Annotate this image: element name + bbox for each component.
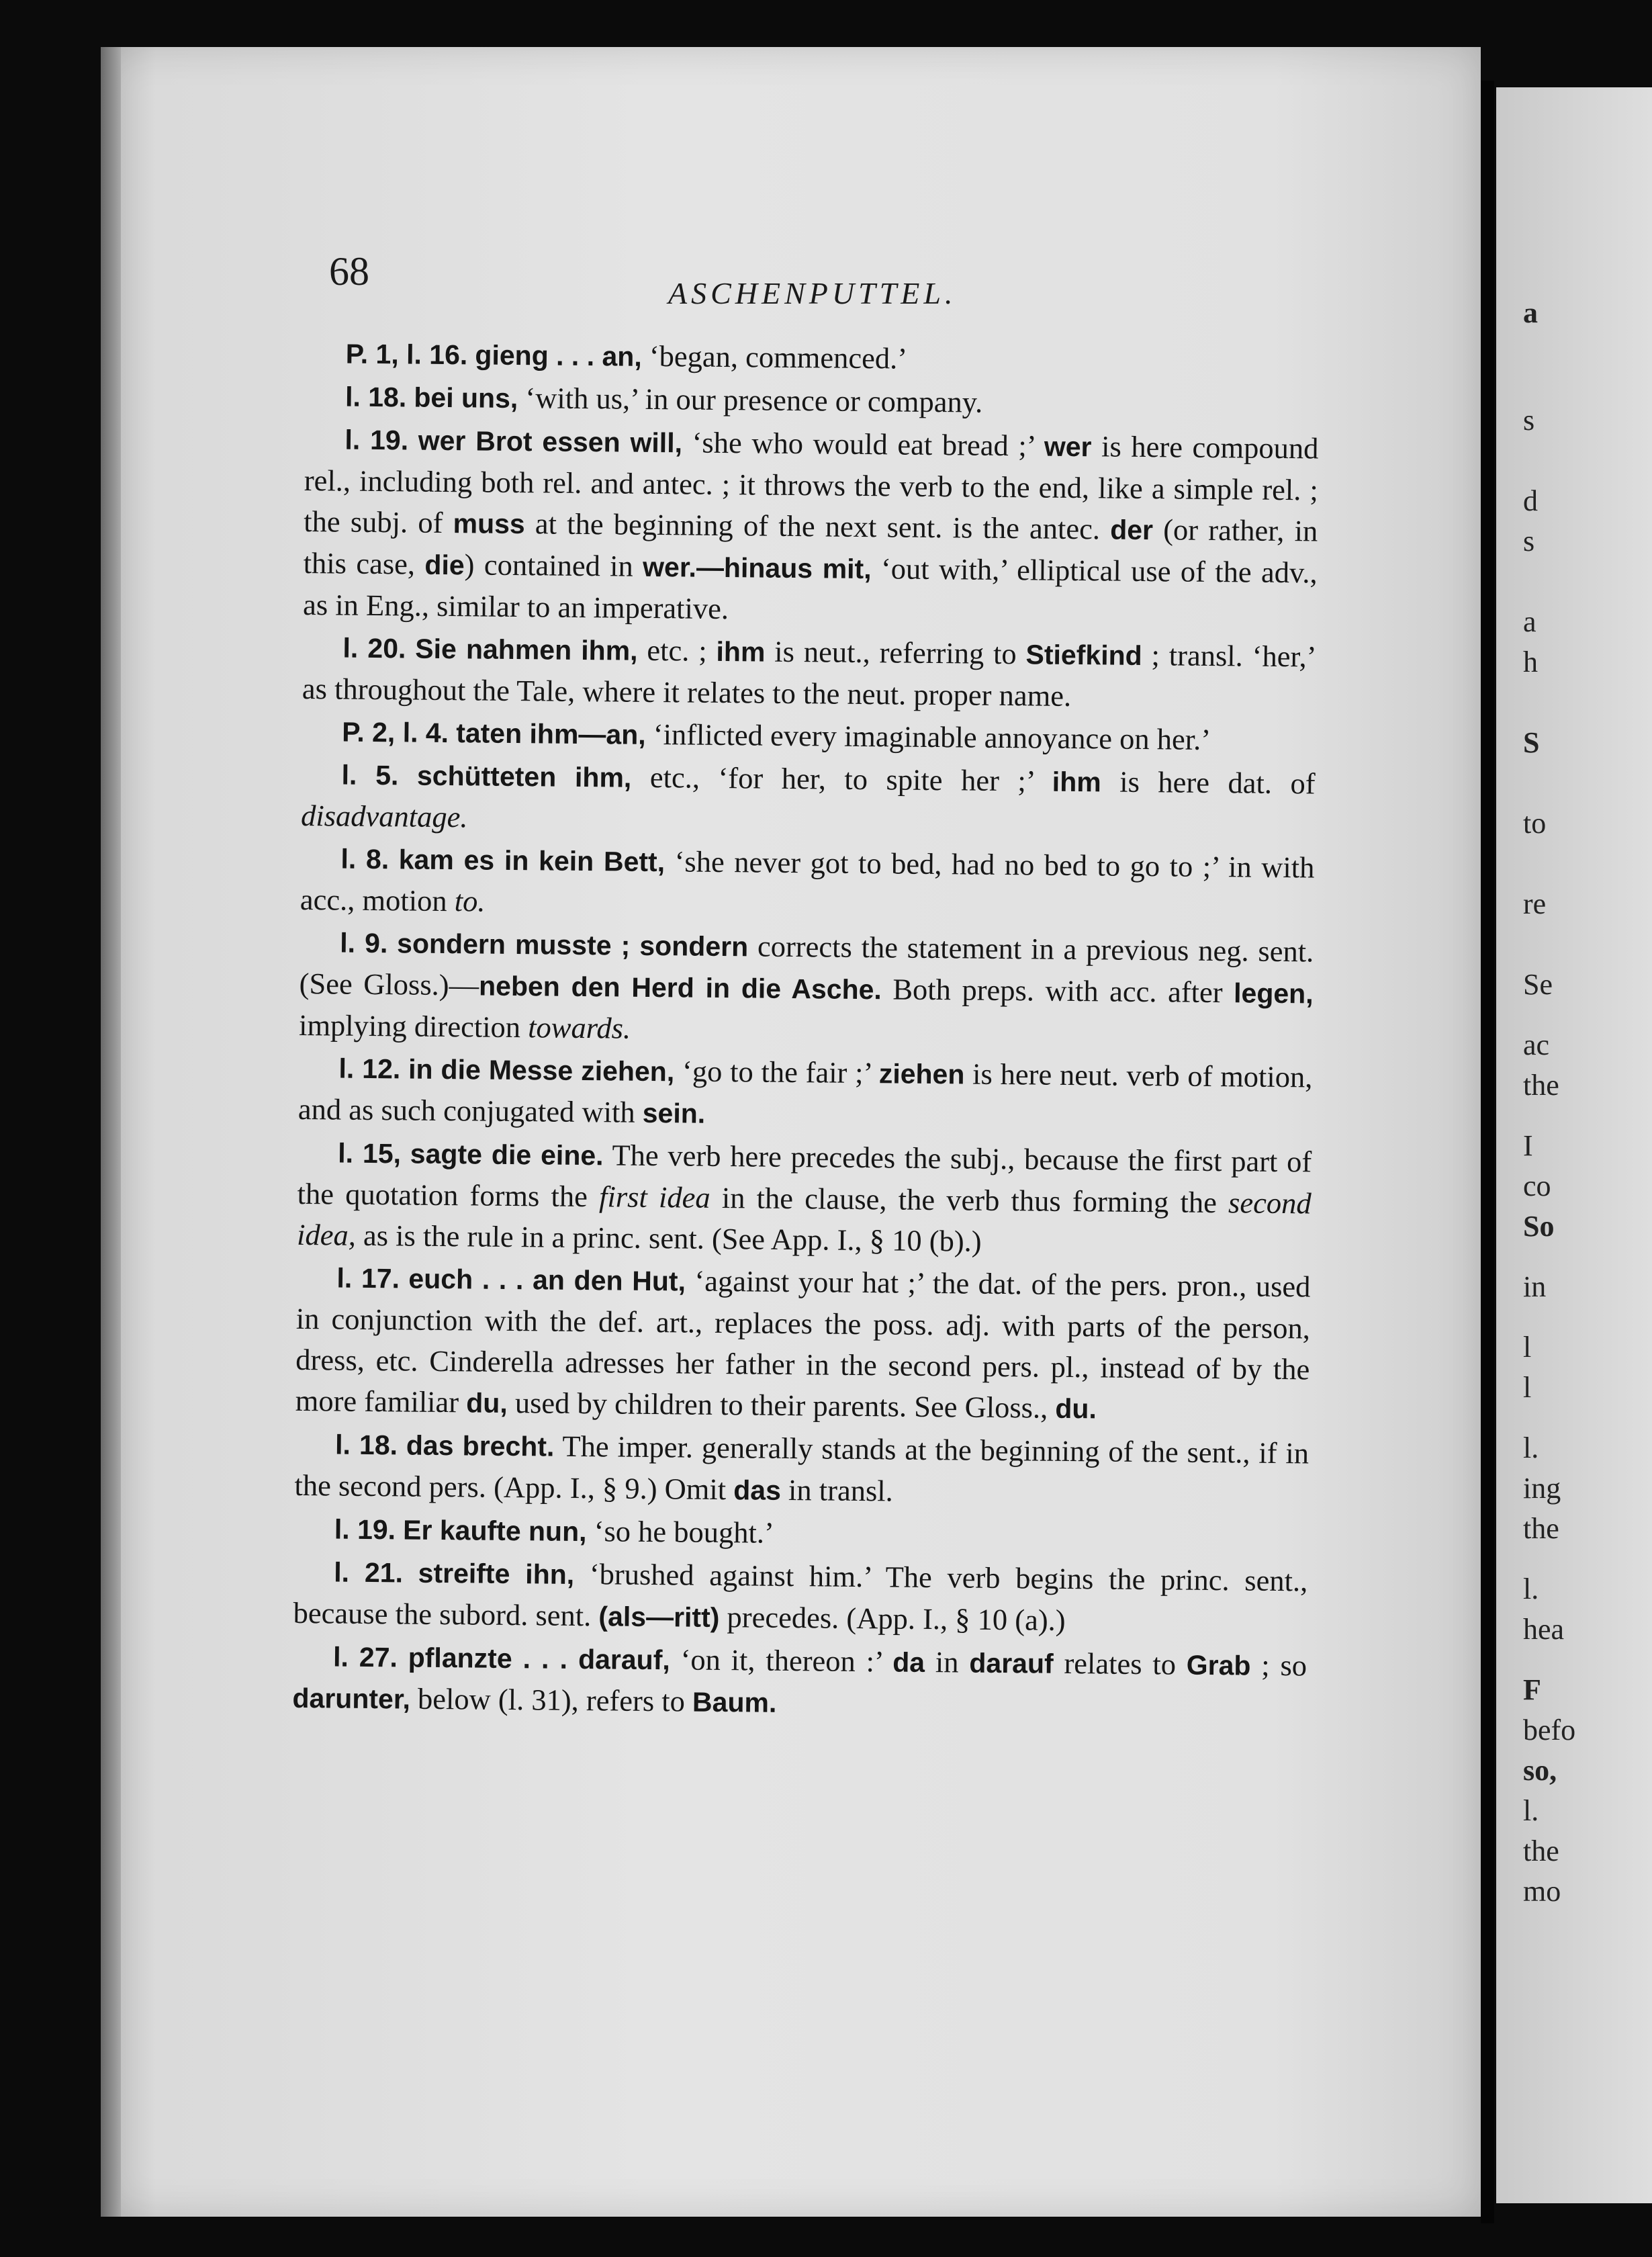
facing-page-fragment: re — [1523, 887, 1547, 920]
german-headword: das — [733, 1474, 782, 1506]
page-number: 68 — [329, 249, 369, 294]
german-headword: legen, — [1233, 977, 1314, 1010]
line-reference: l. 18. — [345, 381, 407, 413]
facing-page-fragment: F — [1523, 1673, 1541, 1706]
german-headword: Stiefkind — [1025, 639, 1142, 671]
german-headword: sein. — [642, 1097, 706, 1129]
german-headword: gieng . . . an, — [475, 339, 642, 372]
line-reference: l. 17. — [336, 1262, 400, 1294]
note-paragraph — [297, 1132, 1312, 1265]
german-headword: du. — [1055, 1392, 1097, 1425]
german-headword: der — [1110, 514, 1154, 546]
italic-term: towards. — [527, 1010, 631, 1045]
german-headword: Baum. — [692, 1686, 777, 1718]
running-title: ASCHENPUTTEL. — [668, 276, 957, 310]
note-text: (or rather, in this case, — [303, 513, 1318, 581]
note-text: ‘inflicted every imaginable annoyance on her.’ — [645, 717, 1211, 756]
line-reference: l. 19. — [334, 1513, 396, 1546]
facing-page-fragment: ac — [1523, 1028, 1550, 1061]
german-headword: du, — [466, 1387, 508, 1419]
note-text: ‘on it, thereon :’ — [670, 1642, 893, 1679]
facing-page-fragment: the — [1523, 1834, 1559, 1867]
note-text: ; transl. ‘her,’ as throughout the Tale, where it relates to the neut. proper name. — [302, 637, 1317, 713]
german-headword: wer.—hinaus mit, — [642, 551, 872, 585]
facing-page-fragment: l. — [1523, 1431, 1539, 1464]
german-headword: da — [892, 1646, 925, 1678]
note-text: relates to — [1053, 1646, 1187, 1681]
note-text: used by children to their parents. See Gloss., — [507, 1385, 1056, 1425]
line-reference: l. 9. — [340, 927, 388, 959]
note-text: implying direction — [298, 1008, 529, 1045]
book-gutter — [1481, 81, 1494, 2223]
line-reference: l. 15, — [338, 1137, 402, 1169]
note-paragraph — [294, 1423, 1309, 1516]
note-paragraph — [292, 1636, 1307, 1728]
german-headword: wer — [1044, 431, 1092, 463]
german-headword: schütteten ihm, — [416, 760, 632, 793]
facing-page-fragment: s — [1523, 404, 1535, 437]
notes-text-block — [292, 333, 1320, 1730]
note-text: ‘out with,’ elliptical use of the adv., as in Eng., similar to an imperative. — [302, 551, 1318, 626]
note-paragraph — [301, 754, 1316, 846]
facing-page-fragment: a — [1523, 296, 1538, 329]
german-headword: taten ihm—an, — [455, 717, 646, 750]
note-text: in the clause, the verb thus forming the — [710, 1180, 1229, 1220]
note-paragraph — [298, 1047, 1313, 1140]
note-paragraph — [305, 375, 1320, 427]
page-edge-shadow — [101, 47, 121, 2217]
german-headword: euch . . . an den Hut, — [408, 1263, 686, 1297]
note-text: ‘with us,’ in our presence or company. — [518, 381, 983, 419]
german-headword: ziehen — [878, 1058, 965, 1090]
facing-page-fragment: ing — [1523, 1472, 1561, 1505]
running-head — [329, 249, 1336, 309]
facing-page — [1496, 87, 1652, 2203]
german-headword: sondern musste ; sondern — [396, 928, 749, 963]
line-reference: P. 1, l. 16. — [345, 338, 468, 371]
line-reference: l. 20. — [342, 632, 406, 664]
facing-page-fragment: hea — [1523, 1613, 1565, 1646]
line-reference: P. 2, l. 4. — [342, 716, 449, 749]
facing-page-fragment: l — [1523, 1331, 1532, 1364]
german-headword: pflanzte . . . darauf, — [408, 1642, 670, 1676]
german-headword: wer Brot essen will, — [418, 425, 683, 459]
line-reference: l. 21. — [334, 1556, 404, 1589]
facing-page-fragment: in — [1523, 1270, 1547, 1303]
line-reference: l. 18. — [334, 1429, 398, 1461]
german-headword: in die Messe ziehen, — [408, 1053, 675, 1088]
note-text: ‘go to the fair ;’ — [674, 1054, 880, 1090]
facing-page-fragment: d — [1523, 484, 1538, 517]
note-text: ‘brushed against him.’ The verb begins the princ. sent., because the subord. sent. — [293, 1556, 1308, 1633]
german-headword: neben den Herd in die Asche. — [478, 970, 882, 1006]
note-text: corrects the statement in a previous neg. sent. (See Gloss.)— — [299, 929, 1314, 1002]
german-headword: streifte ihn, — [418, 1557, 575, 1590]
note-text: is neut., referring to — [765, 634, 1026, 671]
german-headword: kam es in kein Bett, — [398, 844, 666, 878]
facing-page-fragment: the — [1523, 1512, 1559, 1545]
german-headword: das brecht. — [406, 1429, 555, 1462]
note-text: Both preps. with acc. after — [881, 972, 1234, 1010]
italic-term: disadvantage. — [300, 798, 468, 834]
german-headword: Grab — [1186, 1649, 1251, 1681]
note-paragraph — [302, 627, 1317, 719]
note-paragraph — [294, 1508, 1309, 1559]
note-text: in transl. — [780, 1472, 894, 1508]
note-paragraph — [295, 1257, 1310, 1431]
note-text: is here neut. verb of motion, and as such conjugated with — [297, 1057, 1313, 1129]
german-headword: Sie nahmen ihm, — [415, 633, 638, 666]
facing-page-fragment: a — [1523, 605, 1536, 638]
facing-page-fragment: so, — [1523, 1754, 1557, 1787]
note-text: ‘she who would eat bread ;’ — [682, 425, 1045, 463]
facing-page-fragment: the — [1523, 1069, 1559, 1102]
german-headword: Er kaufte nun, — [402, 1514, 587, 1548]
facing-page-fragment: mo — [1523, 1875, 1561, 1908]
facing-page-fragment: s — [1523, 525, 1535, 558]
note-paragraph — [293, 1551, 1307, 1644]
german-headword: ihm — [1052, 766, 1101, 798]
facing-page-fragment: h — [1523, 646, 1538, 678]
facing-page-fragment: Se — [1523, 968, 1553, 1001]
note-text: below (l. 31), refers to — [410, 1681, 693, 1718]
note-text: The verb here precedes the subj., because the first part of the quotation forms the — [297, 1138, 1312, 1214]
italic-term: second idea, — [296, 1186, 1312, 1252]
german-headword: ihm — [716, 635, 766, 668]
facing-page-fragment: to — [1523, 807, 1547, 840]
line-reference: l. 12. — [338, 1053, 401, 1085]
note-paragraph — [302, 711, 1316, 762]
facing-page-fragment: So — [1523, 1210, 1555, 1243]
note-text: ‘began, commenced.’ — [641, 339, 908, 375]
note-text: etc., ‘for her, to spite her ;’ — [631, 760, 1053, 798]
note-text: The imper. generally stands at the beginning of the sent., if in the second pers. (App. I., § 9.) Omit — [294, 1429, 1310, 1507]
note-paragraph — [305, 333, 1320, 384]
line-reference: l. 8. — [340, 843, 389, 875]
german-headword: sagte die eine. — [410, 1138, 604, 1171]
note-paragraph — [300, 838, 1315, 930]
note-text: ‘she never got to bed, had no bed to go to ;’ in with acc., motion — [300, 844, 1315, 918]
note-text: as is the rule in a princ. sent. (See App. I., § 10 (b).) — [355, 1218, 982, 1258]
german-headword: muss — [453, 508, 525, 540]
facing-page-fragment: l. — [1523, 1573, 1539, 1605]
line-reference: l. 5. — [341, 759, 399, 791]
note-text: ‘against your hat ;’ the dat. of the pers. pron., used in conjunction with the def. art., replaces the poss. adj. with parts of the person, dress, etc. Cinderella adresses her father in the second pers. pl., instead of by the more familiar — [295, 1264, 1311, 1419]
note-text: is here dat. of — [1101, 764, 1316, 801]
facing-page-fragment: befo — [1523, 1714, 1576, 1746]
note-paragraph — [299, 922, 1314, 1055]
note-text: in — [924, 1644, 970, 1679]
facing-page-fragment: l. — [1523, 1794, 1539, 1827]
german-headword: darauf — [969, 1647, 1054, 1679]
line-reference: l. 19. — [345, 424, 409, 456]
note-text: is here compound rel., including both rel. and antec. ; it throws the verb to the end, like a simple rel. ; the subj. of — [304, 429, 1319, 540]
italic-term: first idea — [598, 1180, 710, 1214]
line-reference: l. 27. — [332, 1641, 398, 1673]
german-headword: darunter, — [292, 1682, 411, 1715]
german-headword: (als—ritt) — [598, 1601, 720, 1634]
facing-page-fragment: I — [1523, 1129, 1533, 1162]
note-text: ) contained in — [464, 547, 643, 583]
note-text: precedes. (App. I., § 10 (a).) — [719, 1600, 1066, 1637]
note-text: at the beginning of the next sent. is the antec. — [524, 506, 1111, 546]
facing-page-fragment: l — [1523, 1371, 1532, 1404]
italic-term: to. — [454, 884, 486, 918]
note-text: etc. ; — [637, 633, 717, 668]
note-text: ‘so he bought.’ — [586, 1514, 775, 1550]
facing-page-fragment: S — [1523, 726, 1540, 759]
note-paragraph — [303, 418, 1319, 635]
facing-page-fragment: co — [1523, 1169, 1551, 1202]
note-text: ; so — [1250, 1648, 1307, 1683]
german-headword: die — [424, 549, 465, 581]
german-headword: bei uns, — [414, 382, 518, 414]
